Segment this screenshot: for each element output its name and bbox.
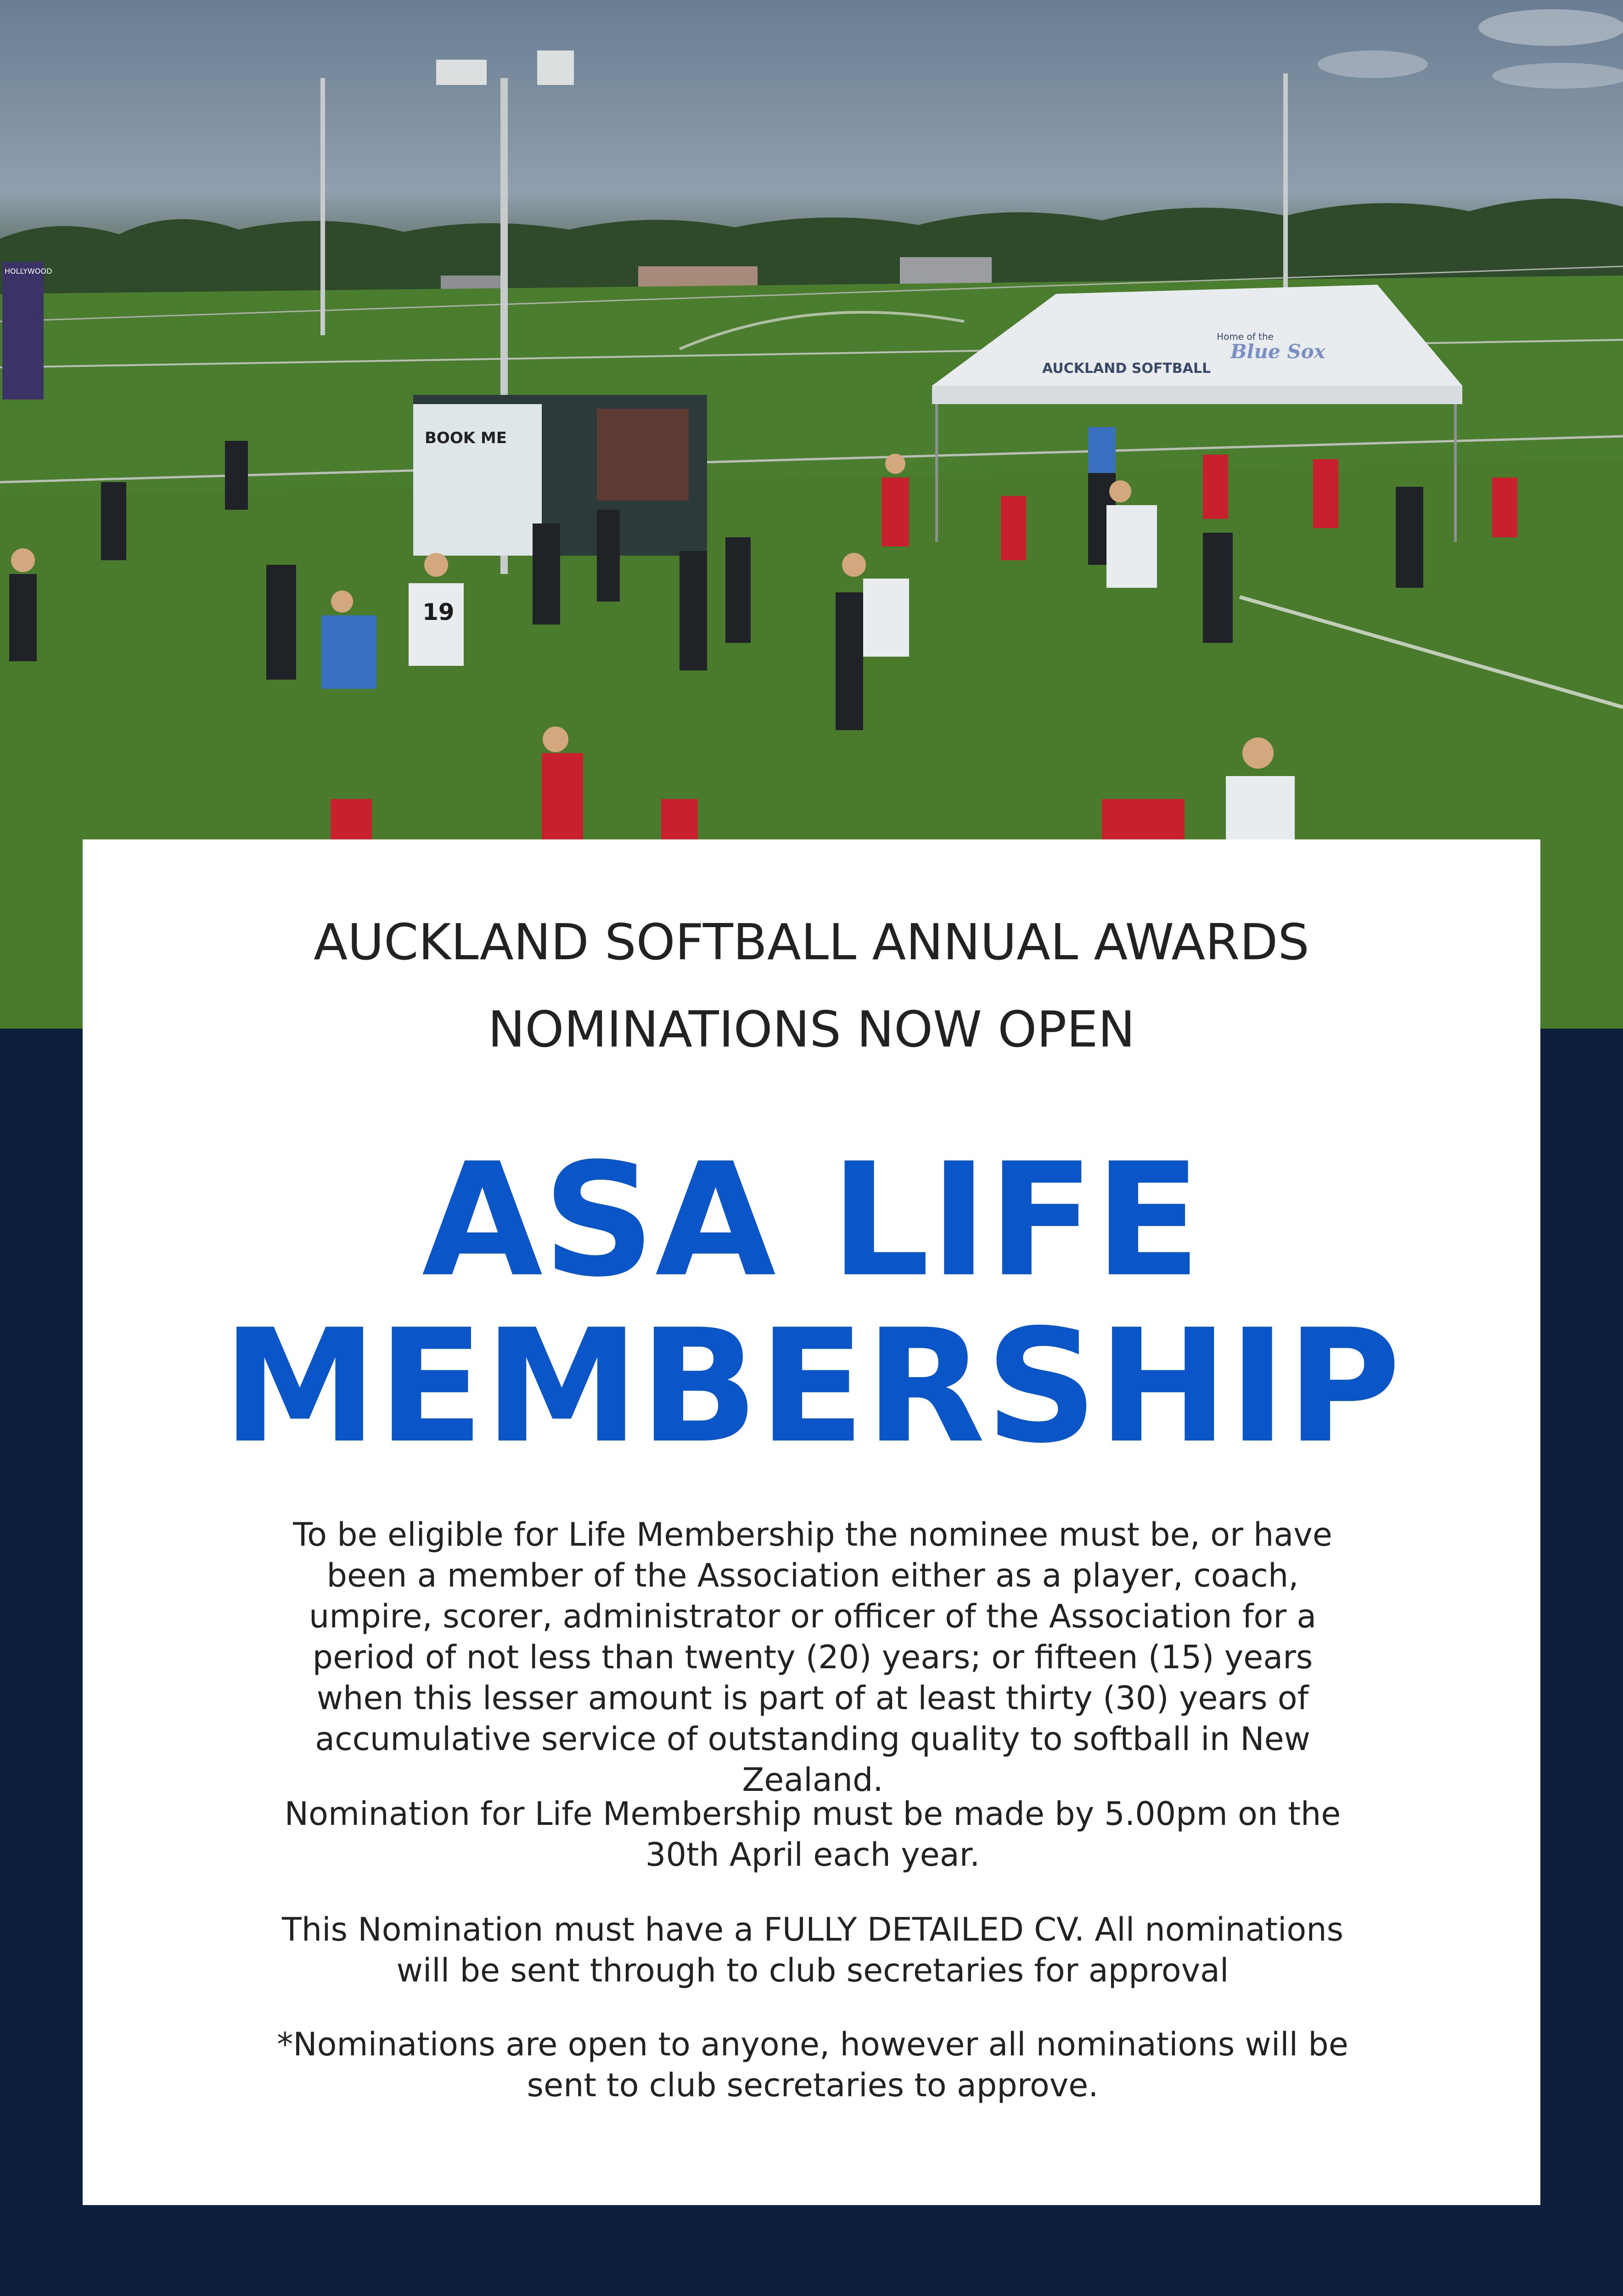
tent-brand: Blue Sox bbox=[1230, 340, 1325, 363]
tent-tagline: Home of the bbox=[1217, 331, 1274, 342]
open-note-paragraph: *Nominations are open to anyone, however all nominations will be sent to club secretaries to approve. bbox=[277, 2026, 1348, 2104]
tent-title: AUCKLAND SOFTBALL bbox=[1042, 360, 1211, 377]
nomination-card bbox=[83, 839, 1540, 2205]
awards-kicker: AUCKLAND SOFTBALL ANNUAL AWARDS bbox=[314, 914, 1309, 971]
deadline-paragraph: Nomination for Life Membership must be made by 5.00pm on the 30th April each year. bbox=[284, 1795, 1341, 1874]
trailer-sign: BOOK ME bbox=[425, 429, 507, 447]
scoreboard-sign: HOLLYWOOD bbox=[5, 267, 52, 276]
headline-line-1: ASA LIFE bbox=[421, 1130, 1202, 1311]
nominations-open-kicker: NOMINATIONS NOW OPEN bbox=[488, 1001, 1135, 1058]
jersey-number: 19 bbox=[422, 599, 455, 625]
headline-line-2: MEMBERSHIP bbox=[222, 1296, 1401, 1478]
eligibility-paragraph: To be eligible for Life Membership the nominee must be, or have been a member of the Association either as a player, coach, umpire, scorer, administrator or officer of the Association for a period of not less than twenty (20) years; or fifteen (15) years when this lesser amount is part of at least thirty (30) years of accumulative service of outstanding quality to softball in New Zealand. bbox=[293, 1516, 1332, 1799]
cv-requirement-paragraph: This Nomination must have a FULLY DETAILED CV. All nominations will be sent through to club secretaries for approval bbox=[281, 1911, 1344, 1989]
